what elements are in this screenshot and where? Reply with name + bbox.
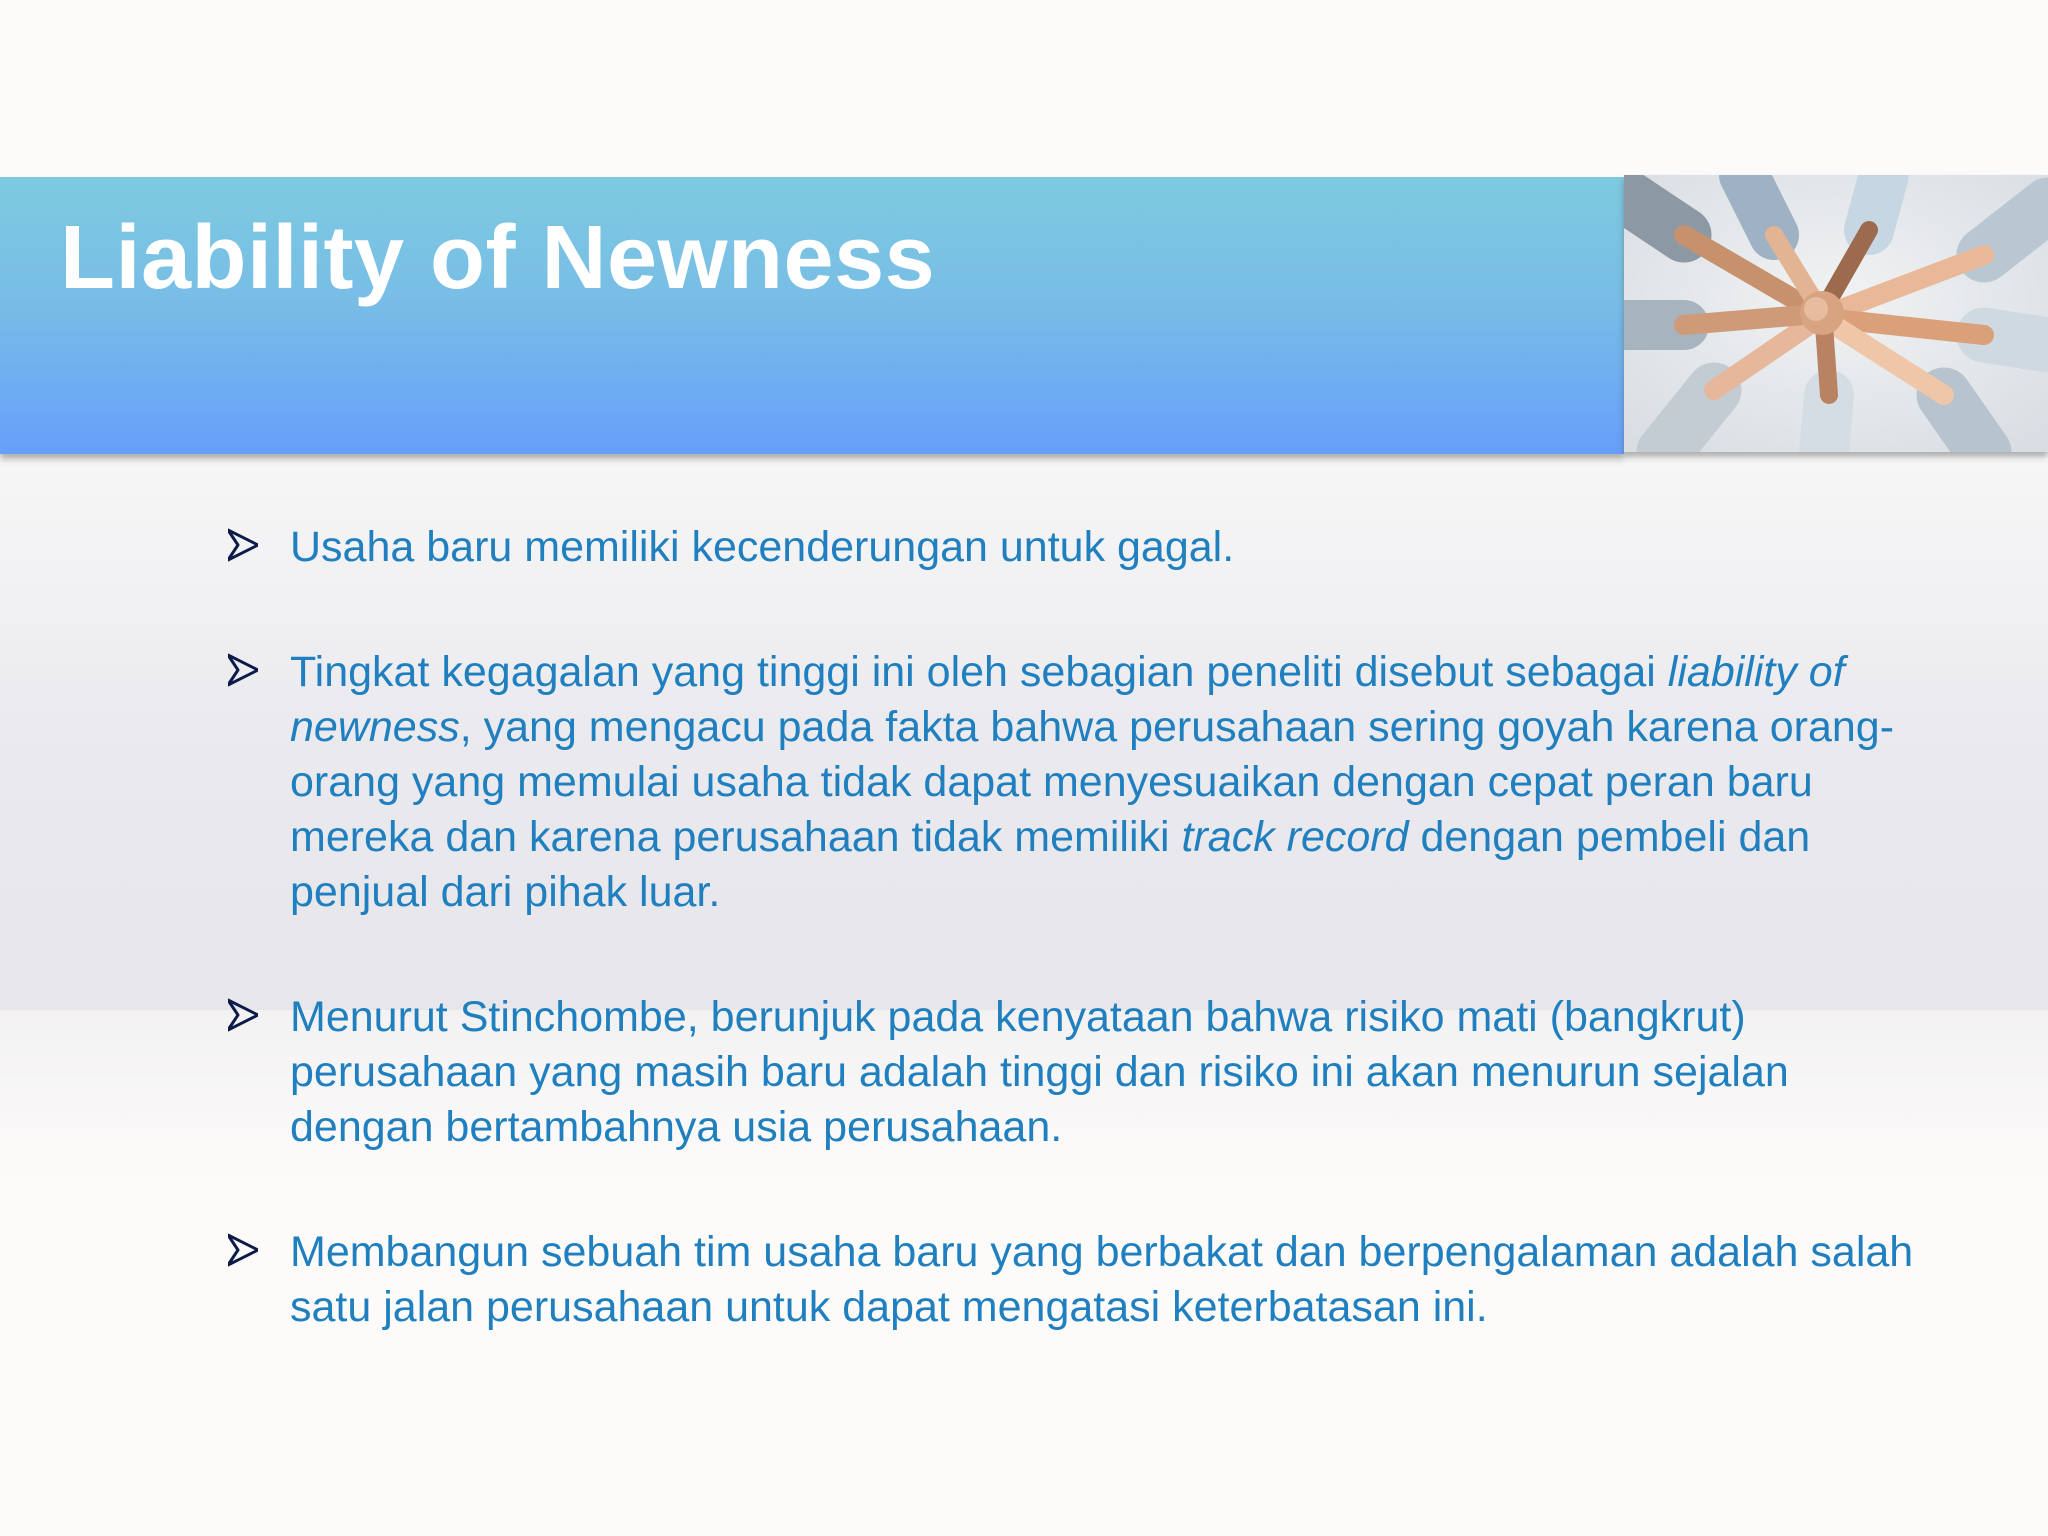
bullet-list xyxy=(225,520,1925,1405)
bullet-text-part: , yang mengacu pada fakta bahwa perusahaan sering goyah karena orang-orang yang memulai usaha tidak dapat menyesuaikan dengan cepat peran baru mereka dan karena perusahaan tidak memiliki xyxy=(290,703,1895,861)
list-item xyxy=(225,520,1925,575)
arrowhead-bullet-icon xyxy=(228,1233,258,1267)
bullet-text: Usaha baru memiliki kecenderungan untuk gagal. xyxy=(290,523,1235,571)
list-item xyxy=(225,990,1925,1155)
bullet-italic-term: track record xyxy=(1181,813,1409,861)
arrowhead-bullet-icon xyxy=(228,528,258,562)
team-hands-stacked-photo xyxy=(1624,175,2048,452)
bullet-text: Membangun sebuah tim usaha baru yang berbakat dan berpengalaman adalah salah satu jalan perusahaan untuk dapat mengatasi keterbatasan ini. xyxy=(290,1228,1914,1331)
list-item xyxy=(225,1225,1925,1335)
bullet-italic-term: liability of newness xyxy=(290,648,1845,751)
bullet-text: Menurut Stinchombe, berunjuk pada kenyataan bahwa risiko mati (bangkrut) perusahaan yang masih baru adalah tinggi dan risiko ini akan menurun sejalan dengan bertambahnya usia perusahaan. xyxy=(290,993,1789,1151)
list-item xyxy=(225,645,1925,920)
bullet-text-part: Tingkat kegagalan yang tinggi ini oleh sebagian peneliti disebut sebagai xyxy=(290,648,1668,696)
bullet-text xyxy=(290,648,1894,916)
title-banner xyxy=(0,177,1624,454)
slide-title: Liability of Newness xyxy=(60,208,936,308)
arrowhead-bullet-icon xyxy=(228,998,258,1032)
arrowhead-bullet-icon xyxy=(228,653,258,687)
bullet-text-part: dengan pembeli dan penjual dari pihak luar. xyxy=(290,813,1811,916)
